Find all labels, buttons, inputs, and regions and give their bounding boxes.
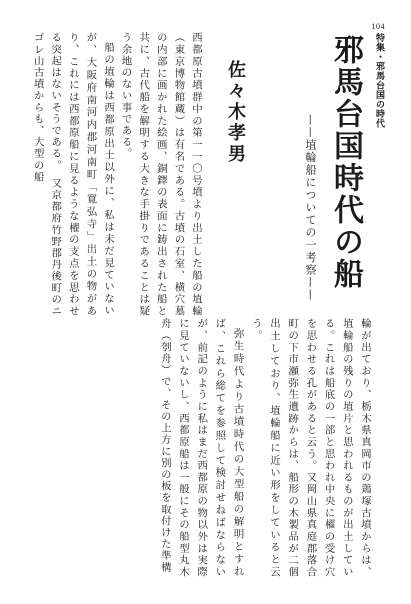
series-label: 特集・邪馬台国の時代 xyxy=(374,33,384,128)
page-number: 104 xyxy=(371,22,385,31)
paragraph: 輪が出ており、栃木県真岡市の鶏塚古墳からは、埴輪船の残りの埴片と思われるものが出土している。これは船底の一部と思われ中央に櫂の受け穴を思わせる孔があると云う。又岡山県真庭郡落合町の下市瀬弥生遺跡からは、船形の木製品が二個出土しており、埴輪船に近い形をしていると云う。 xyxy=(249,318,371,578)
paragraph: 弥生時代より古墳時代の大型船の解明とすれば、これら総てを参照して検討せねばならないが、前記のように私はまだ西都原の物以外は実際に見ていないし、西都原船は一般にその船型丸木舟（刳舟）で、その上方に別の板を取付けた準構 xyxy=(158,318,244,578)
paragraph: 西都原古墳群中の第一一〇号墳より出土した船の埴輪（東京博物館蔵）は有名である。古墳の石室、横穴墓の内部に画かれた絵画、銅鐸の表面に鋳出された船と共に、古代船を解明する大きな手掛りであることは疑う余地のない事である。 xyxy=(119,32,202,317)
article-subtitle: ——埴輪船についての一考察—— xyxy=(304,114,317,302)
article-title: 邪馬台国時代の船 xyxy=(328,34,363,290)
body-text-lower xyxy=(44,318,374,578)
body-text-upper xyxy=(31,32,204,317)
author-name: 佐々木孝男 xyxy=(225,60,246,165)
paragraph: 船の埴輪は西都原出土以外に、私は未だ見ていないが、大阪府南河内郡河南町「寛弘寺」出土の物があり、これには西都原船に見るような櫂の支点を思わせる突起はないそうである。 又京都府竹野郡丹後町のニゴレ山古墳からも、大型の船 xyxy=(31,32,115,317)
